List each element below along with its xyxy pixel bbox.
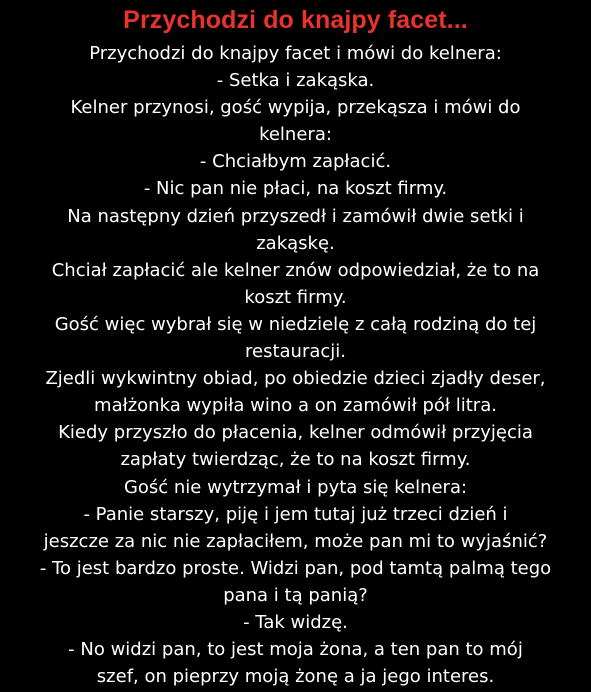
joke-line: - No widzi pan, to jest moja żona, a ten pan to mój [68,639,523,661]
joke-line: pana i tą panią? [223,584,368,606]
joke-line: zapłaty twierdząc, że to na koszt firmy. [120,449,471,471]
joke-line: restauracji. [244,341,346,363]
joke-line: - Chciałbym zapłacić. [199,151,392,173]
joke-body [0,40,591,690]
joke-line: - Nic pan nie płaci, na koszt firmy. [143,178,448,200]
joke-line: kelnera: [259,124,332,146]
joke-title: Przychodzi do knajpy facet... [123,6,468,34]
joke-line: Gość nie wytrzymał i pyta się kelnera: [123,476,468,498]
joke-line: szef, on pieprzy moją żonę a ja jego interes. [96,666,495,688]
joke-line: Zjedli wykwintny obiad, po obiedzie dzieci zjadły deser, [45,368,546,390]
joke-line: małżonka wypiła wino a on zamówił pół litra. [94,395,497,417]
joke-line: - Setka i zakąska. [216,70,375,92]
joke-line: koszt firmy. [244,286,347,308]
joke-line: jeszcze za nic nie zapłaciłem, może pan mi to wyjaśnić? [43,530,548,552]
joke-line: Na następny dzień przyszedł i zamówił dwie setki i [67,205,524,227]
joke-line: - Panie starszy, piję i jem tutaj już trzeci dzień i [83,503,508,525]
joke-line: Chciał zapłacić ale kelner znów odpowiedział, że to na [51,259,540,281]
joke-line: Przychodzi do knajpy facet i mówi do kelnera: [89,43,502,64]
joke-line: Kelner przynosi, gość wypija, przekąsza i mówi do [70,97,521,119]
joke-line: - Tak widzę. [243,611,348,633]
joke-line: Kiedy przyszło do płacenia, kelner odmówił przyjęcia [58,422,533,444]
joke-line: - To jest bardzo proste. Widzi pan, pod tamtą palmą tego [39,557,552,579]
joke-line: zakąskę. [256,232,335,254]
joke-line: Gość więc wybrał się w niedzielę z całą rodziną do tej [54,313,537,335]
